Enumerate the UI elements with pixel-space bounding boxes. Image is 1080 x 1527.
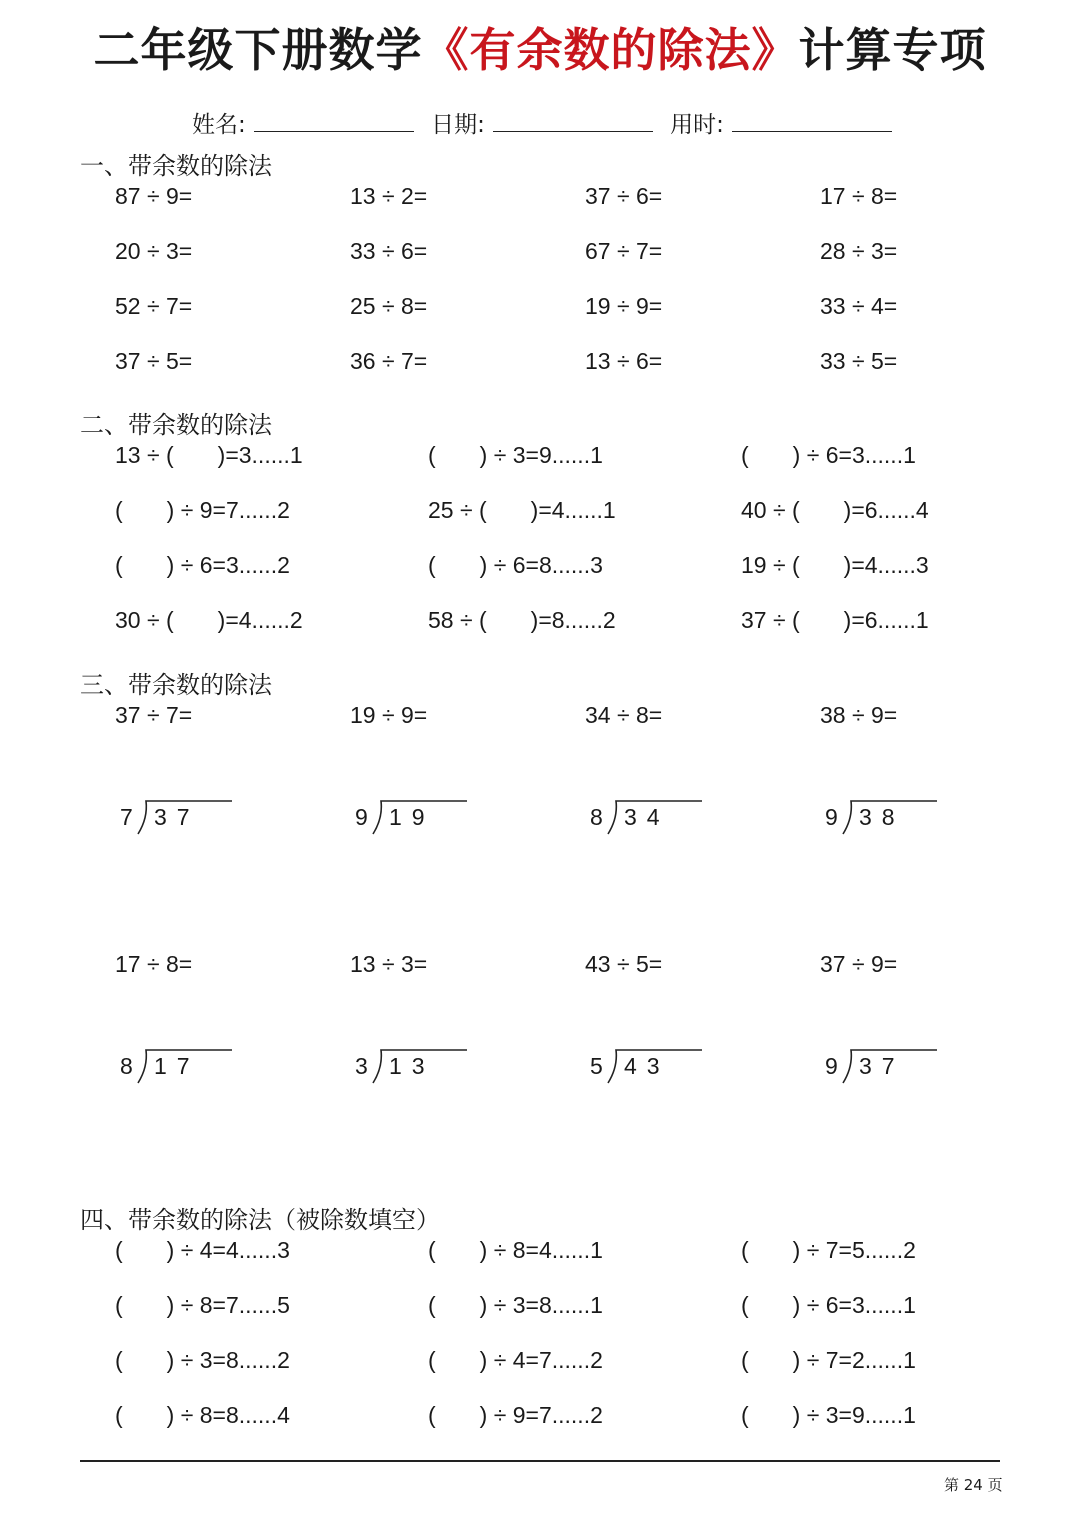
long-division: [355, 1049, 470, 1085]
dividend: 13: [389, 1053, 435, 1079]
problem-left: 19 ÷ (: [741, 552, 800, 578]
date-blank[interactable]: [493, 111, 653, 132]
problem-right: ) ÷ 9=7......2: [166, 497, 290, 523]
problem-right: ) ÷ 6=3......1: [792, 1292, 916, 1318]
long-division: [120, 1049, 235, 1085]
dividend: 38: [859, 804, 905, 830]
name-label: 姓名:: [192, 112, 246, 138]
problem-right: ) ÷ 8=4......1: [479, 1237, 603, 1263]
problem: 37 ÷ 7=: [115, 702, 193, 728]
problem-left: (: [741, 1347, 749, 1373]
problem: 37 ÷ 5=: [115, 348, 193, 374]
problem-right: ) ÷ 4=4......3: [166, 1237, 290, 1263]
problem: 33 ÷ 4=: [820, 293, 898, 319]
dividend: 43: [624, 1053, 670, 1079]
fill-in-problem: [115, 442, 303, 469]
problem-left: 25 ÷ (: [428, 497, 487, 523]
fill-in-problem: [115, 552, 290, 579]
fill-in-problem: [428, 1237, 603, 1264]
problem-right: ) ÷ 6=8......3: [479, 552, 603, 578]
problem-left: (: [741, 442, 749, 468]
problem-right: ) ÷ 3=9......1: [479, 442, 603, 468]
problem-left: (: [115, 552, 123, 578]
problem: 37 ÷ 9=: [820, 951, 898, 977]
name-blank[interactable]: [254, 111, 414, 132]
problem: 37 ÷ 6=: [585, 183, 663, 209]
problem: 19 ÷ 9=: [585, 293, 663, 319]
problem: 20 ÷ 3=: [115, 238, 193, 264]
problem: 67 ÷ 7=: [585, 238, 663, 264]
long-division: [355, 800, 470, 836]
problem: 87 ÷ 9=: [115, 183, 193, 209]
section-1-title: 一、带余数的除法: [80, 152, 272, 180]
page-number: 第 24 页: [944, 1476, 1003, 1494]
fill-in-problem: [428, 1292, 603, 1319]
problem-left: (: [428, 1292, 436, 1318]
problem-right: ) ÷ 8=7......5: [166, 1292, 290, 1318]
problem-left: 13 ÷ (: [115, 442, 174, 468]
dividend: 17: [154, 1053, 200, 1079]
fill-in-problem: [741, 1347, 916, 1374]
student-info-line: [192, 106, 892, 139]
problem-right: ) ÷ 9=7......2: [479, 1402, 603, 1428]
problem-right: ) ÷ 7=2......1: [792, 1347, 916, 1373]
dividend: 37: [154, 804, 200, 830]
fill-in-problem: [741, 607, 929, 634]
fill-in-problem: [428, 442, 603, 469]
dividend: 34: [624, 804, 670, 830]
long-division: [590, 1049, 705, 1085]
divisor: 9: [825, 804, 838, 830]
problem-right: ) ÷ 6=3......1: [792, 442, 916, 468]
date-label: 日期:: [431, 112, 485, 138]
problem: 17 ÷ 8=: [115, 951, 193, 977]
fill-in-problem: [741, 1402, 916, 1429]
fill-in-problem: [115, 497, 290, 524]
title-pre: 二年级下册数学: [93, 23, 423, 77]
problem-left: (: [115, 1347, 123, 1373]
divisor: 3: [355, 1053, 368, 1079]
divisor: 9: [825, 1053, 838, 1079]
problem-left: (: [428, 442, 436, 468]
fill-in-problem: [115, 607, 303, 634]
fill-in-problem: [428, 497, 616, 524]
problem-left: (: [428, 552, 436, 578]
problem-left: 37 ÷ (: [741, 607, 800, 633]
fill-in-problem: [428, 1402, 603, 1429]
problem-left: (: [741, 1237, 749, 1263]
problem-left: (: [428, 1347, 436, 1373]
problem: 25 ÷ 8=: [350, 293, 428, 319]
problem: 13 ÷ 3=: [350, 951, 428, 977]
long-division: [825, 800, 940, 836]
fill-in-problem: [428, 1347, 603, 1374]
problem: 34 ÷ 8=: [585, 702, 663, 728]
problem-left: (: [115, 497, 123, 523]
fill-in-problem: [741, 1237, 916, 1264]
divisor: 8: [590, 804, 603, 830]
problem: 13 ÷ 2=: [350, 183, 428, 209]
fill-in-problem: [741, 497, 929, 524]
dividend: 37: [859, 1053, 905, 1079]
problem-left: (: [741, 1402, 749, 1428]
problem: 17 ÷ 8=: [820, 183, 898, 209]
problem-left: (: [741, 1292, 749, 1318]
problem: 36 ÷ 7=: [350, 348, 428, 374]
section-3-title: 三、带余数的除法: [80, 671, 272, 699]
title-post: 计算专项: [798, 23, 987, 77]
fill-in-problem: [115, 1402, 290, 1429]
problem-right: ) ÷ 8=8......4: [166, 1402, 290, 1428]
problem-right: )=4......2: [217, 607, 303, 633]
fill-in-problem: [115, 1237, 290, 1264]
fill-in-problem: [741, 1292, 916, 1319]
problem-left: (: [428, 1237, 436, 1263]
title-red: 《有余数的除法》: [422, 23, 799, 77]
time-blank[interactable]: [732, 111, 892, 132]
problem-right: )=8......2: [530, 607, 616, 633]
divisor: 5: [590, 1053, 603, 1079]
problem: 13 ÷ 6=: [585, 348, 663, 374]
problem-right: ) ÷ 4=7......2: [479, 1347, 603, 1373]
problem-left: 40 ÷ (: [741, 497, 800, 523]
section-2-title: 二、带余数的除法: [80, 411, 272, 439]
page-title: [0, 14, 1080, 80]
section-4-title: 四、带余数的除法（被除数填空）: [80, 1206, 440, 1234]
problem: 19 ÷ 9=: [350, 702, 428, 728]
problem: 52 ÷ 7=: [115, 293, 193, 319]
problem-right: )=6......1: [843, 607, 929, 633]
problem-left: (: [115, 1237, 123, 1263]
fill-in-problem: [428, 607, 616, 634]
problem-left: 30 ÷ (: [115, 607, 174, 633]
problem: 33 ÷ 5=: [820, 348, 898, 374]
time-label: 用时:: [670, 112, 724, 138]
long-division: [120, 800, 235, 836]
problem: 43 ÷ 5=: [585, 951, 663, 977]
divisor: 8: [120, 1053, 133, 1079]
problem: 28 ÷ 3=: [820, 238, 898, 264]
divisor: 9: [355, 804, 368, 830]
problem-right: )=4......3: [843, 552, 929, 578]
dividend: 19: [389, 804, 435, 830]
problem: 33 ÷ 6=: [350, 238, 428, 264]
fill-in-problem: [428, 552, 603, 579]
problem-left: 58 ÷ (: [428, 607, 487, 633]
problem-right: )=4......1: [530, 497, 616, 523]
fill-in-problem: [115, 1347, 290, 1374]
problem-right: )=3......1: [217, 442, 303, 468]
footer-divider: [80, 1460, 1000, 1462]
divisor: 7: [120, 804, 133, 830]
problem-right: ) ÷ 6=3......2: [166, 552, 290, 578]
problem-left: (: [428, 1402, 436, 1428]
problem-left: (: [115, 1402, 123, 1428]
fill-in-problem: [741, 442, 916, 469]
problem-left: (: [115, 1292, 123, 1318]
problem-right: ) ÷ 7=5......2: [792, 1237, 916, 1263]
long-division: [825, 1049, 940, 1085]
fill-in-problem: [741, 552, 929, 579]
problem-right: ) ÷ 3=8......1: [479, 1292, 603, 1318]
problem-right: ) ÷ 3=8......2: [166, 1347, 290, 1373]
problem-right: )=6......4: [843, 497, 929, 523]
long-division: [590, 800, 705, 836]
problem: 38 ÷ 9=: [820, 702, 898, 728]
problem-right: ) ÷ 3=9......1: [792, 1402, 916, 1428]
fill-in-problem: [115, 1292, 290, 1319]
